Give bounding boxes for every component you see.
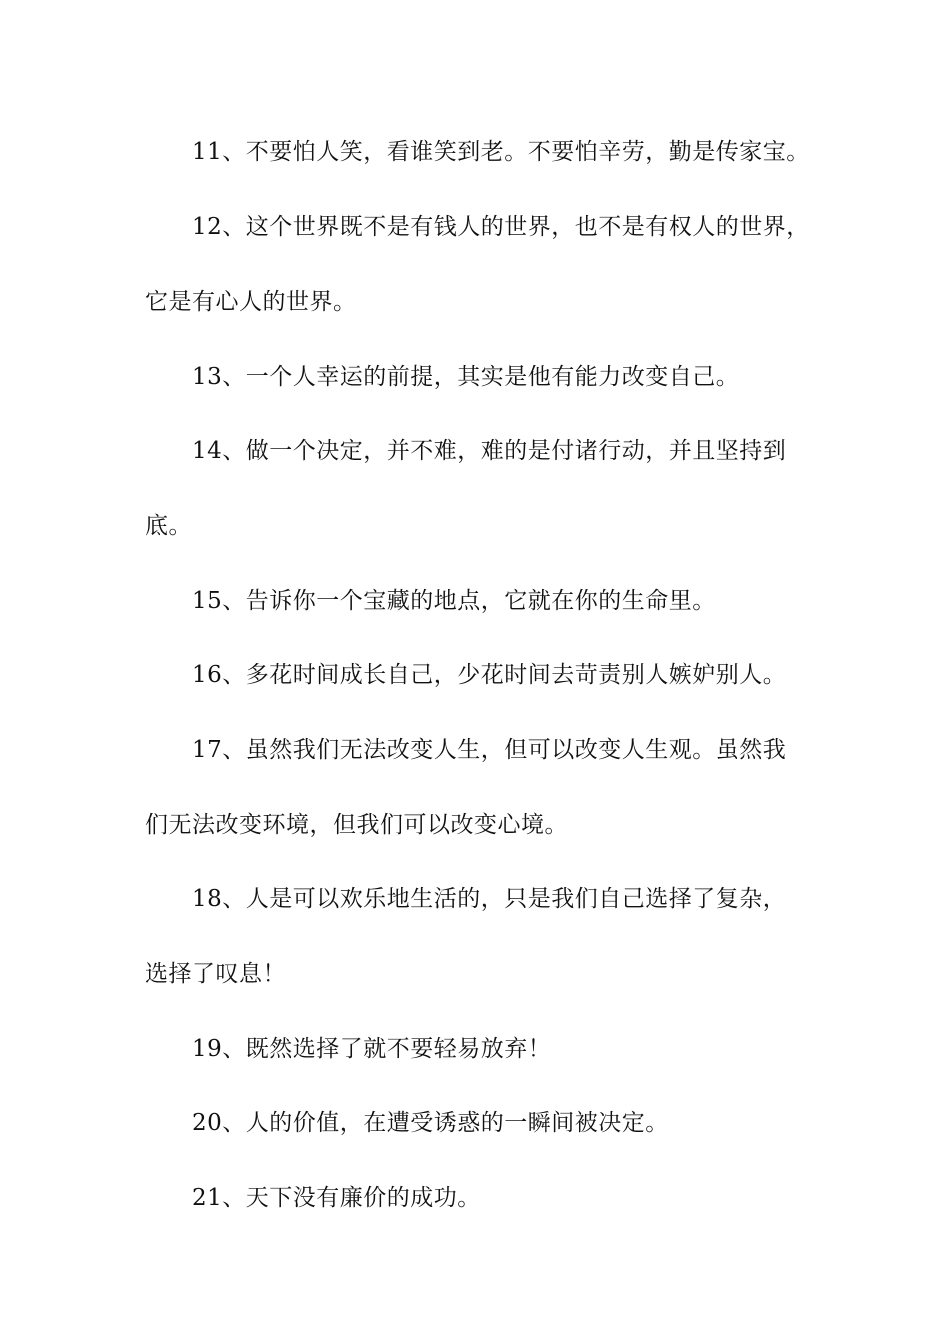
quote-19: 19、既然选择了就不要轻易放弃！ xyxy=(192,1036,552,1062)
quote-12: 12、这个世界既不是有钱人的世界，也不是有权人的世界， xyxy=(192,214,810,240)
quote-21: 21、天下没有廉价的成功。 xyxy=(192,1185,481,1211)
quote-16: 16、多花时间成长自己，少花时间去苛责别人嫉妒别人。 xyxy=(192,662,787,688)
quote-18: 18、人是可以欢乐地生活的，只是我们自己选择了复杂， xyxy=(192,886,787,912)
quote-20: 20、人的价值，在遭受诱惑的一瞬间被决定。 xyxy=(192,1110,669,1136)
quote-14-continued: 底。 xyxy=(145,513,192,539)
quote-12-continued: 它是有心人的世界。 xyxy=(145,289,357,315)
quote-18-continued: 选择了叹息！ xyxy=(145,961,286,987)
quote-15: 15、告诉你一个宝藏的地点，它就在你的生命里。 xyxy=(192,588,716,614)
quote-11: 11、不要怕人笑，看谁笑到老。不要怕辛劳，勤是传家宝。 xyxy=(192,139,810,165)
quote-13: 13、一个人幸运的前提，其实是他有能力改变自己。 xyxy=(192,364,740,390)
quote-17-continued: 们无法改变环境，但我们可以改变心境。 xyxy=(145,812,568,838)
quote-14: 14、做一个决定，并不难，难的是付诸行动，并且坚持到 xyxy=(192,438,787,464)
quote-17: 17、虽然我们无法改变人生，但可以改变人生观。虽然我 xyxy=(192,737,787,763)
